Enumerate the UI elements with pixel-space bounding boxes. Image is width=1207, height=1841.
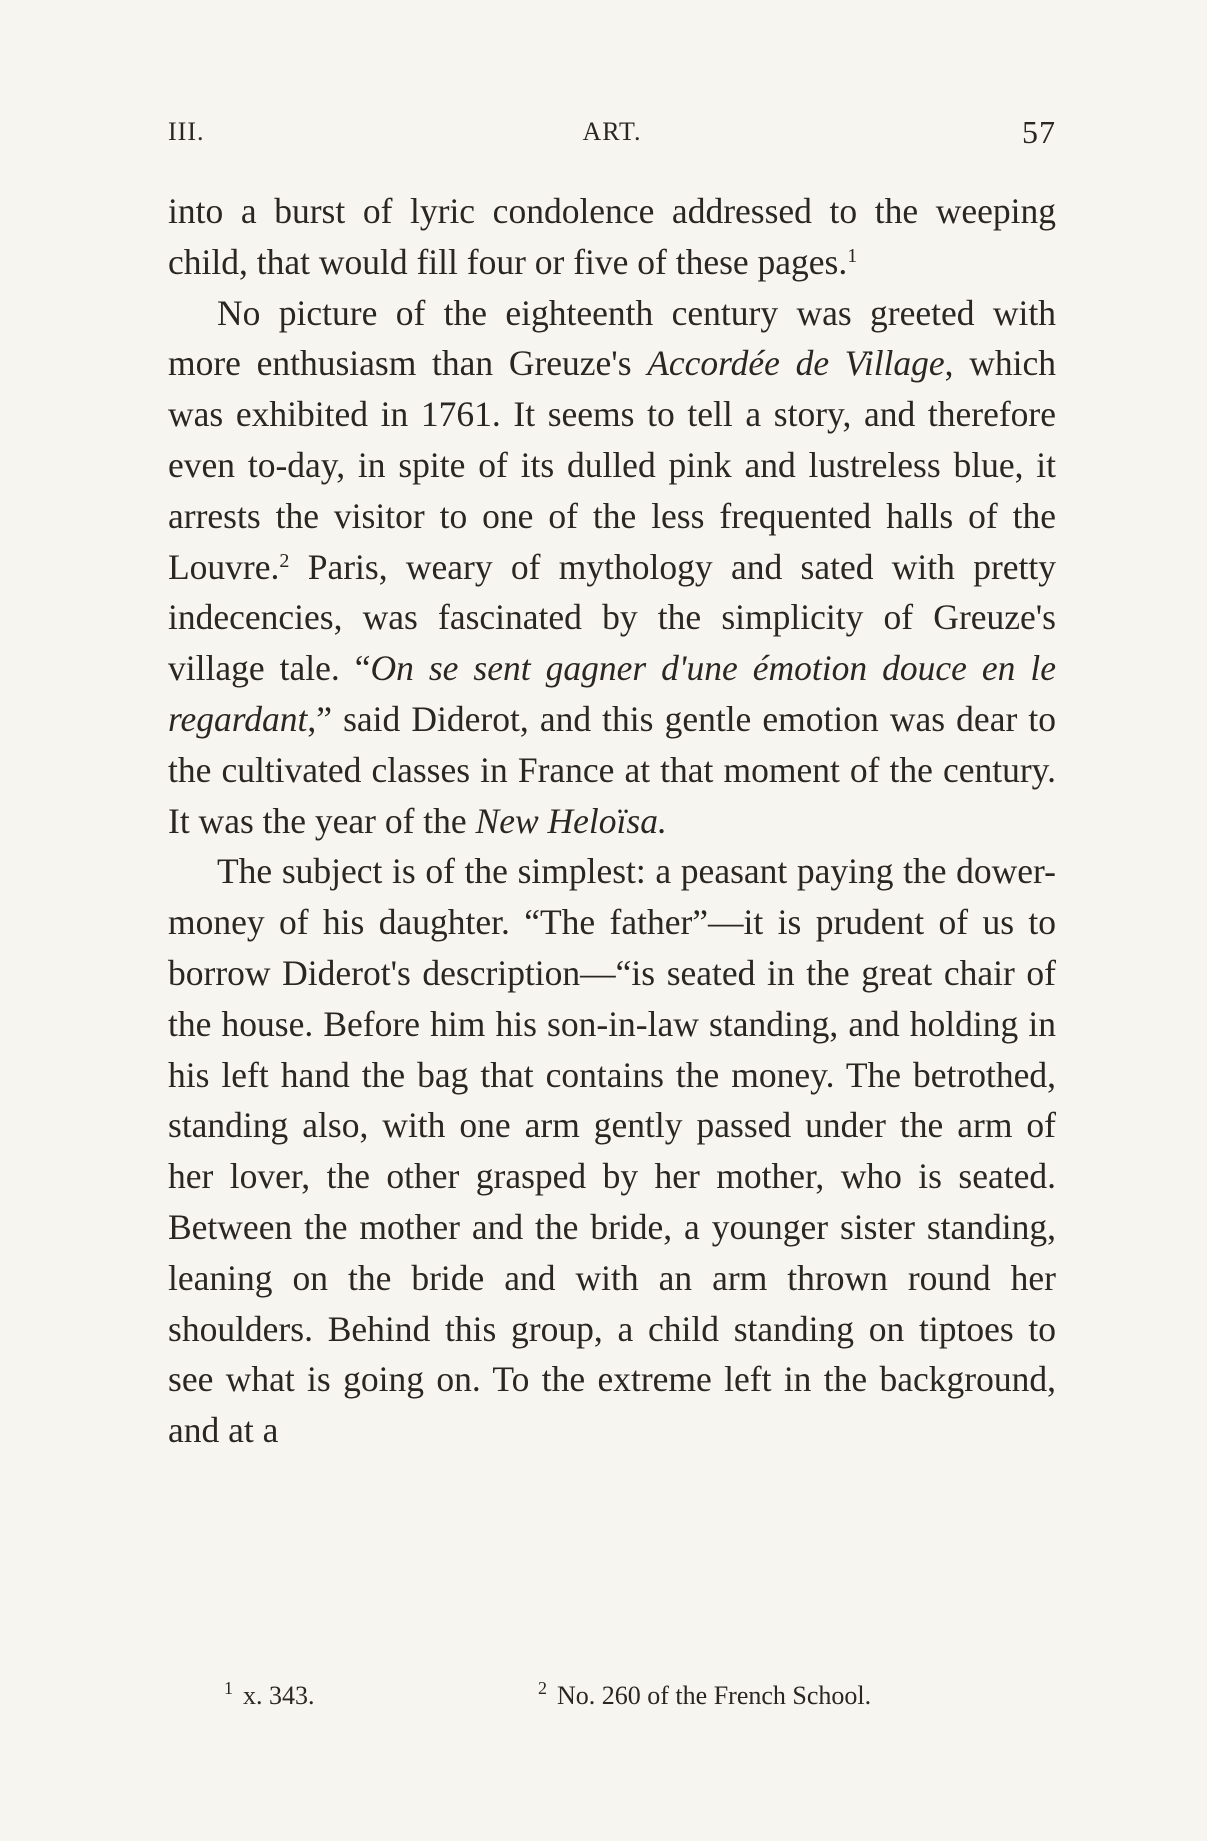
paragraph-text: No picture of the eighteenth century was greeted with more enthusiasm than Greuze's <box>168 292 1056 384</box>
paragraph-continued <box>168 186 1056 288</box>
chapter-number: III. <box>168 117 205 146</box>
footnote-text: No. 260 of the French School. <box>557 1681 872 1710</box>
paragraph-text: , which was exhibited in 1761. It seems to tell a story, and therefore even to-day, in spite of its dulled pink and lustreless blue, it arrests the visitor to one of the less frequented halls of the Louvre. <box>168 343 1056 587</box>
paragraph-accordee <box>168 288 1056 847</box>
page-number: 57 <box>1022 114 1056 150</box>
book-title: New Heloïsa. <box>475 800 667 841</box>
footnote-ref: 2 <box>279 549 290 572</box>
paragraph-description <box>168 846 1056 1456</box>
footnote-mark: 2 <box>538 1678 547 1698</box>
running-head <box>168 112 1056 152</box>
french-quotation: On se sent gagner d'une émotion douce en le regardant <box>168 648 1056 739</box>
footnote-text: x. 343. <box>243 1681 315 1710</box>
paragraph-text: ,” said Diderot, and this gentle emotion was dear to the cultivated classes in France at that moment of the century. It was the year of the <box>168 698 1056 841</box>
footnote-ref: 1 <box>847 244 858 267</box>
body-text <box>168 186 1056 1456</box>
footnotes <box>168 1676 1056 1716</box>
paragraph-text: into a burst of lyric condolence addressed to the weeping child, that would fill four or five of these pages. <box>168 191 1056 282</box>
painting-title: Accordée de Village <box>647 343 945 384</box>
footnote-mark: 1 <box>224 1678 233 1698</box>
running-title: ART. <box>582 117 642 146</box>
footnote-1 <box>224 1676 315 1716</box>
paragraph-text: Paris, weary of mythology and sated with pretty indecencies, was fascinated by the simplicity of Greuze's village tale. “ <box>168 546 1056 689</box>
footnote-2 <box>538 1676 871 1716</box>
paragraph-text: The subject is of the simplest: a peasant paying the dower-money of his daughter. “The father”—it is prudent of us to borrow Diderot's description—“is seated in the great chair of the house. Before him his son-in-law standing, and holding in his left hand the bag that contains the money. The betrothed, standing also, with one arm gently passed under the arm of her lover, the other grasped by her mother, who is seated. Between the mother and the bride, a younger sister standing, leaning on the bride and with an arm thrown round her shoulders. Behind this group, a child standing on tiptoes to see what is going on. To the extreme left in the background, and at a <box>168 851 1056 1451</box>
